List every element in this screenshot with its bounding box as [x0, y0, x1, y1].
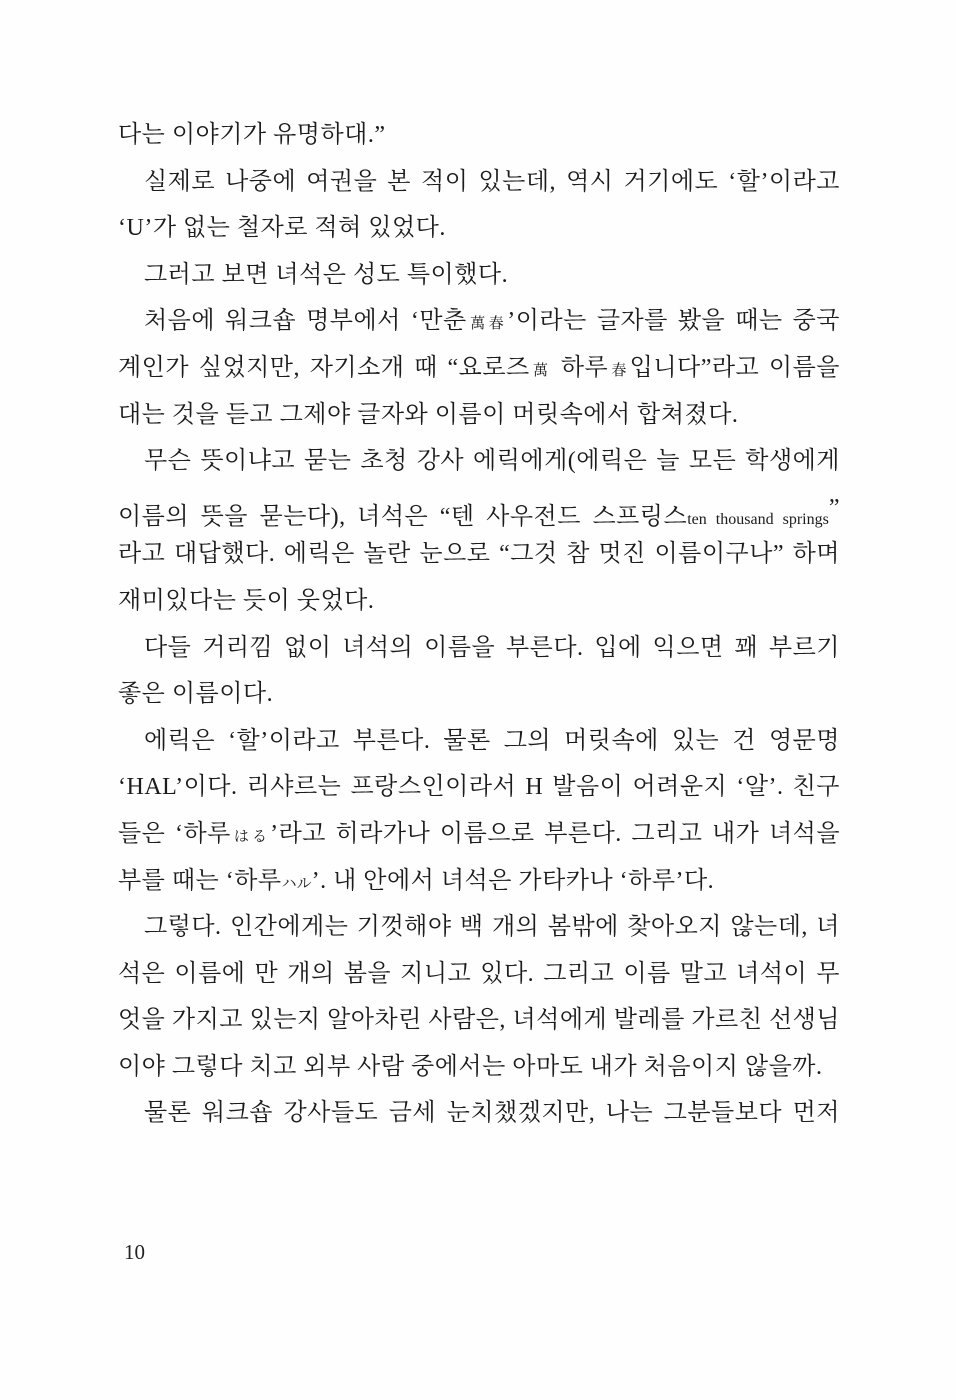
- line-segment: 들은 ‘하루: [118, 820, 231, 847]
- line-segment: ’. 내 안에서 녀석은 가타카나 ‘하루’다.: [311, 867, 715, 894]
- text-line: [118, 159, 840, 206]
- text-line: [118, 625, 840, 672]
- text-line: [118, 205, 840, 252]
- line-segment: 이름의 뜻을 묻는다), 녀석은 “텐 사우전드 스프링스: [118, 503, 688, 530]
- text-line: [118, 485, 840, 532]
- line-segment: 석은 이름에 만 개의 봄을 지니고 있다. 그리고 이름 말고 녀석이 무: [118, 960, 840, 987]
- text-line: [118, 764, 840, 811]
- hanja-annotation: 春: [608, 362, 630, 379]
- text-line: [118, 1044, 840, 1091]
- line-segment: 다는 이야기가 유명하대.”: [118, 122, 386, 148]
- text-line: [118, 438, 840, 485]
- line-segment: 그렇다. 인간에게는 기껏해야 백 개의 봄밖에 찾아오지 않는데, 녀: [144, 914, 840, 941]
- line-segment: 대는 것을 듣고 그제야 글자와 이름이 머릿속에서 합쳐졌다.: [118, 401, 739, 428]
- line-segment: 입니다”라고 이름을: [629, 354, 840, 381]
- text-line: [118, 345, 840, 392]
- text-line: [118, 252, 840, 299]
- line-segment: 라고 대답했다. 에릭은 놀란 눈으로 “그것 참 멋진 이름이구나” 하며: [118, 541, 840, 568]
- closing-quote: ”: [828, 494, 840, 521]
- text-line: [118, 112, 840, 159]
- text-line: [118, 1090, 840, 1137]
- line-segment: 부를 때는 ‘하루: [118, 867, 282, 894]
- text-line: [118, 811, 840, 858]
- line-segment: 실제로 나중에 여권을 본 적이 있는데, 역시 거기에도 ‘할’이라고: [144, 168, 840, 195]
- line-segment: 재미있다는 듯이 웃었다.: [118, 587, 375, 614]
- katakana-annotation: ハル: [281, 875, 312, 892]
- line-segment: ‘HAL’이다. 리샤르는 프랑스인이라서 H 발음이 어려운지 ‘알’. 친구: [118, 774, 840, 801]
- english-annotation: ten thousand springs: [687, 510, 829, 528]
- line-segment: 하루: [551, 354, 609, 381]
- hiragana-annotation: はる: [230, 828, 271, 845]
- text-line: [118, 951, 840, 998]
- text-line: [118, 578, 840, 625]
- text-line: [118, 531, 840, 578]
- line-segment: 엇을 가지고 있는지 알아차린 사람은, 녀석에게 발레를 가르친 선생님: [118, 1007, 840, 1034]
- body-text: [118, 112, 840, 1137]
- line-segment: 처음에 워크숍 명부에서 ‘만춘: [144, 308, 467, 335]
- line-segment: ‘U’가 없는 철자로 적혀 있었다.: [118, 215, 446, 242]
- text-line: [118, 904, 840, 951]
- line-segment: 이야 그렇다 치고 외부 사람 중에서는 아마도 내가 처음이지 않을까.: [118, 1053, 823, 1080]
- hanja-annotation: 萬春: [466, 316, 508, 333]
- line-segment: 좋은 이름이다.: [118, 681, 274, 708]
- line-segment: 다들 거리낌 없이 녀석의 이름을 부른다. 입에 익으면 꽤 부르기: [144, 634, 840, 661]
- text-line: [118, 392, 840, 439]
- line-segment: 그러고 보면 녀석은 성도 특이했다.: [144, 261, 509, 288]
- line-segment: 무슨 뜻이냐고 묻는 초청 강사 에릭에게(에릭은 늘 모든 학생에게: [144, 448, 840, 475]
- line-segment: ’이라는 글자를 봤을 때는 중국: [507, 308, 840, 335]
- hanja-annotation: 萬: [529, 362, 552, 379]
- page-number: 10: [124, 1240, 145, 1264]
- line-segment: 물론 워크숍 강사들도 금세 눈치챘겠지만, 나는 그분들보다 먼저: [144, 1100, 840, 1127]
- line-segment: 에릭은 ‘할’이라고 부른다. 물론 그의 머릿속에 있는 건 영문명: [144, 727, 840, 754]
- line-segment: 계인가 싶었지만, 자기소개 때 “요로즈: [118, 354, 530, 381]
- text-line: [118, 997, 840, 1044]
- line-segment: ’라고 히라가나 이름으로 부른다. 그리고 내가 녀석을: [270, 820, 840, 847]
- text-line: [118, 298, 840, 345]
- text-line: [118, 858, 840, 905]
- text-line: [118, 718, 840, 765]
- text-line: [118, 671, 840, 718]
